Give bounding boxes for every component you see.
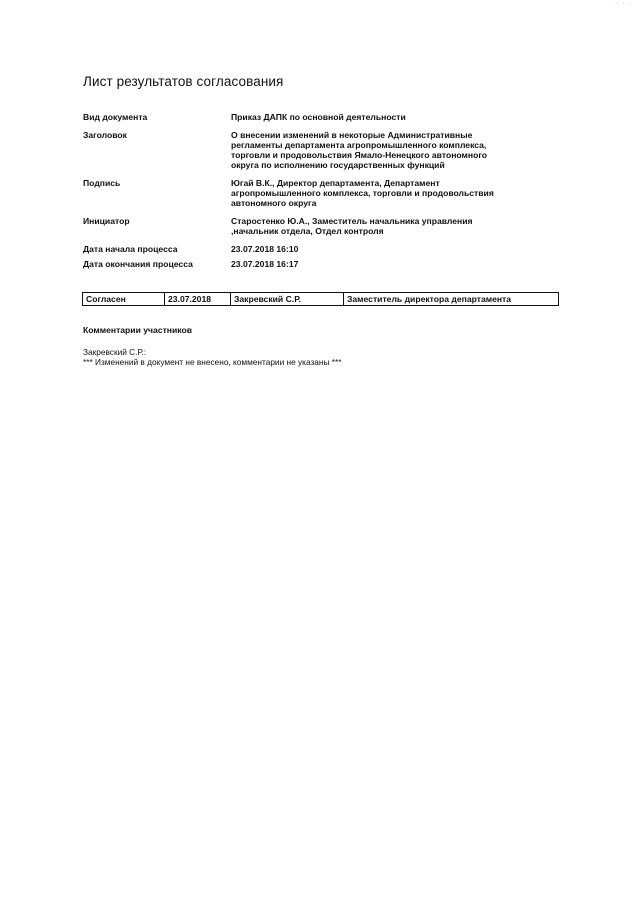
document-title: Лист результатов согласования (83, 74, 284, 89)
approval-table (82, 292, 559, 306)
field-row-heading (83, 130, 563, 170)
comments-block (83, 347, 341, 367)
field-value: Старостенко Ю.А., Заместитель начальника управления ,начальник отдела, Отдел контроля (231, 216, 473, 236)
comment-author: Закревский С.Р.: (83, 347, 147, 357)
field-row-signature (83, 178, 563, 208)
field-row-end-date (83, 259, 563, 269)
page-marker: · · · · (609, 0, 632, 7)
field-value: 23.07.2018 16:17 (231, 259, 299, 269)
field-value: Югай В.К., Директор департамента, Департамент агропромышленного комплекса, торговли и продовольствия автономного округа (231, 178, 494, 208)
comment-text: *** Изменений в документ не внесено, комментарии не указаны *** (83, 357, 342, 367)
field-label: Вид документа (83, 112, 148, 122)
approval-person: Закревский С.Р. (231, 293, 344, 306)
approval-status: Согласен (83, 293, 165, 306)
field-label: Дата начала процесса (83, 244, 178, 254)
field-label: Дата окончания процесса (83, 259, 193, 269)
field-row-doc-type (83, 112, 563, 122)
field-label: Инициатор (83, 216, 130, 226)
field-value: О внесении изменений в некоторые Административные регламенты департамента агропромышленного комплекса, торговли и продовольствия Ямало-Ненецкого автономного округа по исполнению государственных функций (231, 130, 488, 170)
document-fields (83, 112, 563, 274)
approval-date: 23.07.2018 (165, 293, 231, 306)
approval-position: Заместитель директора департамента (344, 293, 559, 306)
table-row (83, 293, 559, 306)
field-row-initiator (83, 216, 563, 236)
field-value: Приказ ДАПК по основной деятельности (231, 112, 406, 122)
field-label: Заголовок (83, 130, 127, 140)
field-value: 23.07.2018 16:10 (231, 244, 299, 254)
field-label: Подпись (83, 178, 121, 188)
comments-title: Комментарии участников (83, 325, 192, 335)
field-row-start-date (83, 244, 563, 254)
